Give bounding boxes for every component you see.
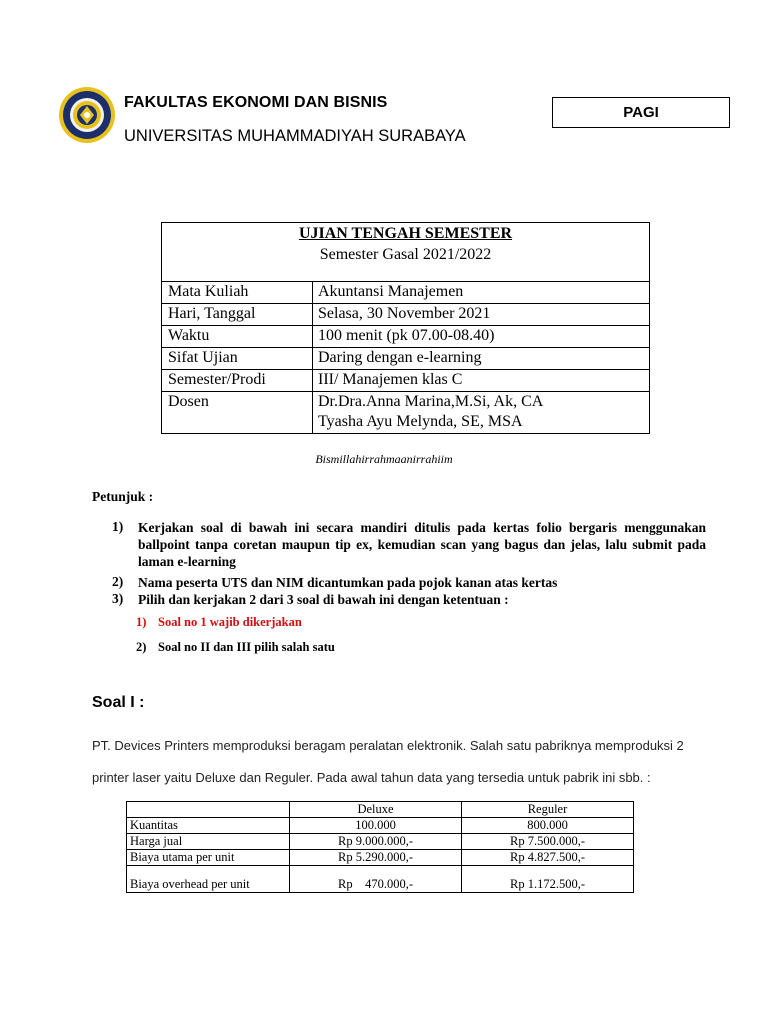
table-cell: Rp 4.827.500,-: [462, 850, 634, 866]
row-label: Semester/Prodi: [168, 371, 266, 388]
sub-item-required: [136, 615, 436, 632]
exam-semester: Semester Gasal 2021/2022: [319, 246, 492, 263]
table-cell: 800.000: [462, 818, 634, 834]
exam-title: UJIAN TENGAH SEMESTER: [298, 225, 513, 242]
table-cell: Rp 470.000,-: [290, 866, 462, 893]
row-value: III/ Manajemen klas C: [318, 371, 463, 388]
table-cell: 100.000: [290, 818, 462, 834]
question-paragraph-line: PT. Devices Printers memproduksi beragam peralatan elektronik. Salah satu pabriknya memproduksi 2: [92, 738, 684, 753]
table-header-cell: [127, 802, 290, 818]
item-text: Kerjakan soal di bawah ini secara mandiri ditulis pada kertas folio bergaris menggunakan ballpoint tanpa coretan maupun tip ex, kemudian scan yang bagus dan jelas, lalu submit pada laman e-learning: [138, 520, 706, 569]
university-seal-icon: [58, 86, 116, 144]
item-text: Nama peserta UTS dan NIM dicantumkan pada pojok kanan atas kertas: [138, 575, 558, 590]
item-number: 3): [112, 591, 124, 606]
table-header-cell: Deluxe: [290, 802, 462, 818]
item-number: 1): [136, 615, 147, 629]
table-cell: Rp 7.500.000,-: [462, 834, 634, 850]
session-box: PAGI: [552, 97, 730, 128]
question-paragraph-line: printer laser yaitu Deluxe dan Reguler. Pada awal tahun data yang tersedia untuk pabrik ini sbb. :: [92, 770, 651, 785]
row-value: Akuntansi Manajemen: [318, 283, 464, 300]
row-value-second: Tyasha Ayu Melynda, SE, MSA: [318, 413, 523, 430]
instructions-heading: Petunjuk :: [92, 489, 154, 504]
instruction-item: [112, 591, 712, 608]
item-text: Pilih dan kerjakan 2 dari 3 soal di bawah ini dengan ketentuan :: [138, 592, 509, 607]
row-value: Dr.Dra.Anna Marina,M.Si, Ak, CA: [318, 393, 544, 410]
row-value: Selasa, 30 November 2021: [318, 305, 491, 322]
exam-info-box: [161, 222, 650, 434]
faculty-name: FAKULTAS EKONOMI DAN BISNIS: [124, 94, 388, 111]
table-row: [127, 850, 634, 866]
table-cell: Biaya overhead per unit: [127, 866, 290, 893]
university-name: UNIVERSITAS MUHAMMADIYAH SURABAYA: [124, 127, 466, 145]
row-label: Sifat Ujian: [168, 349, 238, 366]
table-header-cell: Reguler: [462, 802, 634, 818]
row-label: Hari, Tanggal: [168, 305, 256, 322]
exam-row-time: [162, 326, 649, 348]
data-table: [126, 801, 634, 893]
table-header-row: [127, 802, 634, 818]
instruction-item: [112, 519, 712, 571]
item-number: 1): [112, 519, 124, 534]
table-cell: Biaya utama per unit: [127, 850, 290, 866]
exam-row-course: [162, 282, 649, 304]
row-value: 100 menit (pk 07.00-08.40): [318, 327, 495, 344]
table-row: [127, 818, 634, 834]
exam-row-date: [162, 304, 649, 326]
question-heading: Soal I :: [92, 694, 145, 711]
item-text: Soal no II dan III pilih salah satu: [158, 640, 335, 654]
exam-row-program: [162, 370, 649, 392]
row-label: Waktu: [168, 327, 210, 344]
instruction-item: [112, 574, 712, 591]
exam-row-type: [162, 348, 649, 370]
table-cell: Kuantitas: [127, 818, 290, 834]
table-row: [127, 866, 634, 893]
table-cell: Rp 5.290.000,-: [290, 850, 462, 866]
exam-row-lecturer: [162, 392, 649, 434]
row-label: Dosen: [168, 393, 209, 410]
table-cell: Rp 1.172.500,-: [462, 866, 634, 893]
item-text: Soal no 1 wajib dikerjakan: [158, 615, 302, 629]
row-value: Daring dengan e-learning: [318, 349, 482, 366]
table-cell: Rp 9.000.000,-: [290, 834, 462, 850]
table-cell: Harga jual: [127, 834, 290, 850]
sub-item-choice: [136, 640, 436, 657]
row-label: Mata Kuliah: [168, 283, 249, 300]
item-number: 2): [112, 574, 124, 589]
bismillah-text: Bismillahirrahmaanirrahiim: [315, 452, 453, 466]
item-number: 2): [136, 640, 147, 654]
table-row: [127, 834, 634, 850]
